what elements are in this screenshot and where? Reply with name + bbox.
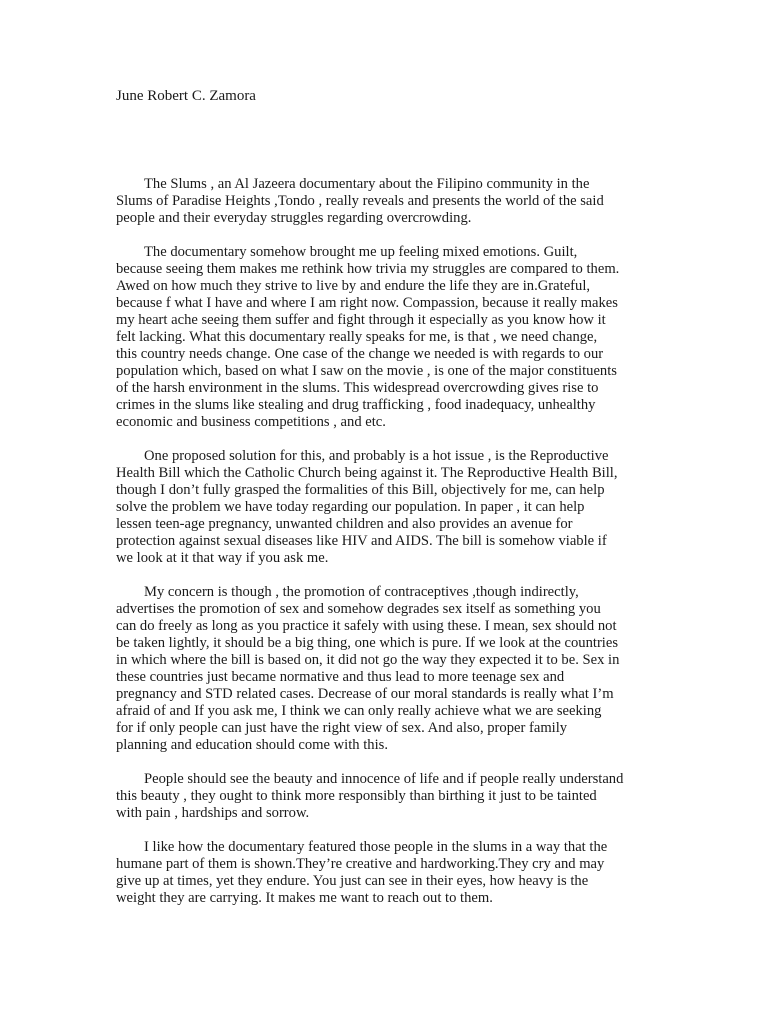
text-line: population which, based on what I saw on the movie , is one of the major constituents <box>116 363 617 379</box>
text-line: my heart ache seeing them suffer and fight through it especially as you know how it <box>116 312 606 328</box>
text-line: economic and business competitions , and etc. <box>116 414 386 430</box>
text-line: though I don’t fully grasped the formalities of this Bill, objectively for me, can help <box>116 482 605 498</box>
text-line: felt lacking. What this documentary really speaks for me, is that , we need change, <box>116 329 598 345</box>
text-line: Health Bill which the Catholic Church being against it. The Reproductive Health Bill, <box>116 465 618 481</box>
paragraph-3 <box>116 448 656 567</box>
text-line: humane part of them is shown.They’re creative and hardworking.They cry and may <box>116 856 605 872</box>
text-line: The documentary somehow brought me up feeling mixed emotions. Guilt, <box>144 244 578 260</box>
text-line: My concern is though , the promotion of contraceptives ,though indirectly, <box>144 584 579 600</box>
text-line: protection against sexual diseases like HIV and AIDS. The bill is somehow viable if <box>116 533 607 549</box>
text-line: this beauty , they ought to think more responsibly than birthing it just to be tainted <box>116 788 597 804</box>
text-line: be taken lightly, it should be a big thing, one which is pure. If we look at the countries <box>116 635 619 651</box>
text-line: in which where the bill is based on, it did not go the way they expected it to be. Sex in <box>116 652 620 668</box>
paragraph-5 <box>116 771 656 822</box>
text-line: for if only people can just have the right view of sex. And also, proper family <box>116 720 568 736</box>
text-line: People should see the beauty and innocence of life and if people really understand <box>144 771 624 787</box>
paragraph-4 <box>116 584 656 754</box>
text-line: I like how the documentary featured those people in the slums in a way that the <box>144 839 608 855</box>
text-line: people and their everyday struggles regarding overcrowding. <box>116 210 472 226</box>
paragraph-6 <box>116 839 656 907</box>
text-line: The Slums , an Al Jazeera documentary about the Filipino community in the <box>144 176 590 192</box>
text-line: these countries just became normative and thus lead to more teenage sex and <box>116 669 565 685</box>
paragraph-2 <box>116 244 656 431</box>
text-line: give up at times, yet they endure. You just can see in their eyes, how heavy is the <box>116 873 589 889</box>
text-line: lessen teen-age pregnancy, unwanted children and also provides an avenue for <box>116 516 573 532</box>
paragraph-1 <box>116 176 656 227</box>
text-line: we look at it that way if you ask me. <box>116 550 329 566</box>
text-line: Awed on how much they strive to live by and endure the life they are in.Grateful, <box>116 278 591 294</box>
author-name: June Robert C. Zamora <box>116 88 256 104</box>
text-line: weight they are carrying. It makes me want to reach out to them. <box>116 890 493 906</box>
text-line: pregnancy and STD related cases. Decrease of our moral standards is really what I’m <box>116 686 614 702</box>
text-line: planning and education should come with this. <box>116 737 388 753</box>
text-line: One proposed solution for this, and probably is a hot issue , is the Reproductive <box>144 448 609 464</box>
text-line: this country needs change. One case of the change we needed is with regards to our <box>116 346 604 362</box>
text-line: with pain , hardships and sorrow. <box>116 805 310 821</box>
text-line: can do freely as long as you practice it safely with using these. I mean, sex should not <box>116 618 617 634</box>
text-line: afraid of and If you ask me, I think we can only really achieve what we are seeking <box>116 703 602 719</box>
text-line: advertises the promotion of sex and somehow degrades sex itself as something you <box>116 601 601 617</box>
text-line: Slums of Paradise Heights ,Tondo , really reveals and presents the world of the said <box>116 193 604 209</box>
text-line: because seeing them makes me rethink how trivia my struggles are compared to them. <box>116 261 620 277</box>
text-line: because f what I have and where I am right now. Compassion, because it really makes <box>116 295 618 311</box>
text-line: solve the problem we have today regarding our population. In paper , it can help <box>116 499 585 515</box>
text-line: crimes in the slums like stealing and drug trafficking , food inadequacy, unhealthy <box>116 397 596 413</box>
essay-body <box>116 176 656 924</box>
text-line: of the harsh environment in the slums. This widespread overcrowding gives rise to <box>116 380 599 396</box>
